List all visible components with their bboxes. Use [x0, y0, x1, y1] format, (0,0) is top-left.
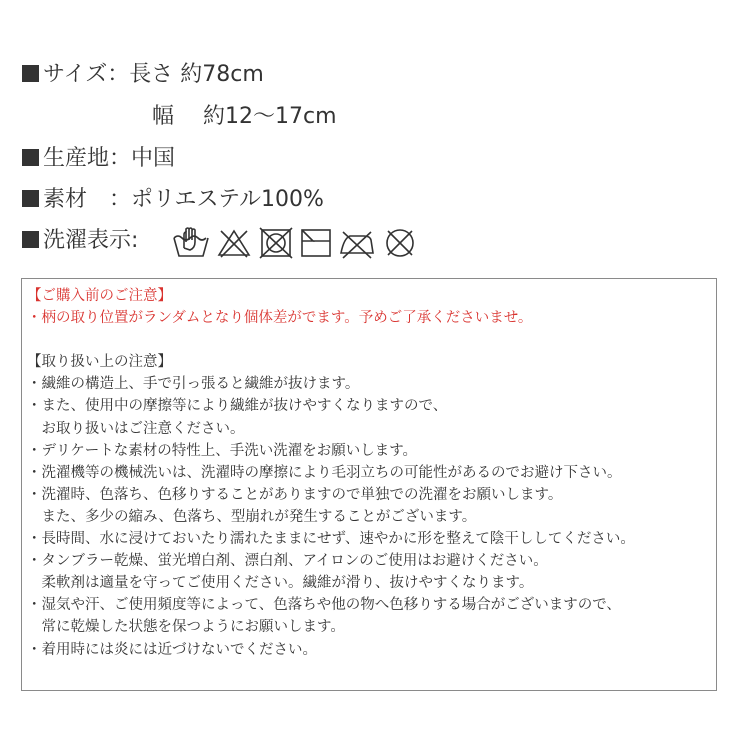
hand-wash-icon: [172, 226, 210, 260]
spec-origin: [22, 146, 175, 172]
spec-width: [152, 104, 337, 130]
spec-size: [22, 62, 264, 88]
handling-line: ・デリケートな素材の特性上、手洗い洗濯をお願いします。: [27, 442, 418, 459]
bullet-square-icon: [22, 190, 39, 207]
handling-line: ・長時間、水に浸けておいたり濡れたままにせず、速やかに形を整えて陰干ししてください。: [27, 531, 635, 548]
no-iron-icon: [338, 226, 376, 260]
bullet-square-icon: [22, 149, 39, 166]
bullet-square-icon: [22, 231, 39, 248]
handling-line: ・洗濯時、色落ち、色移りすることがありますので単独での洗濯をお願いします。: [27, 486, 563, 503]
handling-line: ・また、使用中の摩擦等により繊維が抜けやすくなりますので、: [27, 398, 448, 415]
bullet-square-icon: [22, 65, 39, 82]
spacer-line: [27, 329, 635, 351]
purchase-notice-line: ・柄の取り位置がランダムとなり個体差がでます。予めご了承くださいませ。: [27, 310, 533, 327]
handling-line: ・繊維の構造上、手で引っ張ると繊維が抜けます。: [27, 376, 360, 393]
spec-wash: [22, 228, 138, 254]
handling-line: 柔軟剤は適量を守ってご使用ください。繊維が滑り、抜けやすくなります。: [27, 575, 534, 592]
purchase-notice-heading: 【ご購入前のご注意】: [27, 288, 172, 304]
material-text: 素材 ：ポリエステル100%: [43, 187, 324, 212]
size-text: サイズ：長さ 約78cm: [43, 62, 264, 87]
handling-line: お取り扱いはご注意ください。: [27, 420, 245, 437]
width-text: 幅 約12〜17cm: [152, 104, 337, 129]
handling-notice-heading: 【取り扱い上の注意】: [27, 354, 172, 371]
no-tumble-dry-icon: [258, 226, 294, 260]
handling-line: ・タンブラー乾燥、蛍光増白剤、漂白剤、アイロンのご使用はお避けください。: [27, 553, 548, 570]
no-bleach-icon: [216, 226, 252, 260]
handling-line: ・着用時には炎には近づけないでください。: [27, 641, 317, 658]
spec-material: [22, 187, 324, 213]
handling-line: 常に乾燥した状態を保つようにお願いします。: [27, 619, 345, 636]
wash-label-text: 洗濯表示:: [43, 228, 139, 253]
line-dry-shade-icon: [298, 226, 334, 260]
handling-line: ・湿気や汗、ご使用頻度等によって、色落ちや他の物へ色移りする場合がございますので、: [27, 597, 621, 614]
origin-text: 生産地：中国: [43, 146, 176, 171]
handling-line: ・洗濯機等の機械洗いは、洗濯時の摩擦により毛羽立ちの可能性があるのでお避け下さい。: [27, 464, 622, 481]
notice-text: [27, 285, 635, 661]
no-dry-clean-icon: [382, 226, 418, 260]
handling-line: また、多少の縮み、色落ち、型崩れが発生することがございます。: [27, 508, 477, 525]
